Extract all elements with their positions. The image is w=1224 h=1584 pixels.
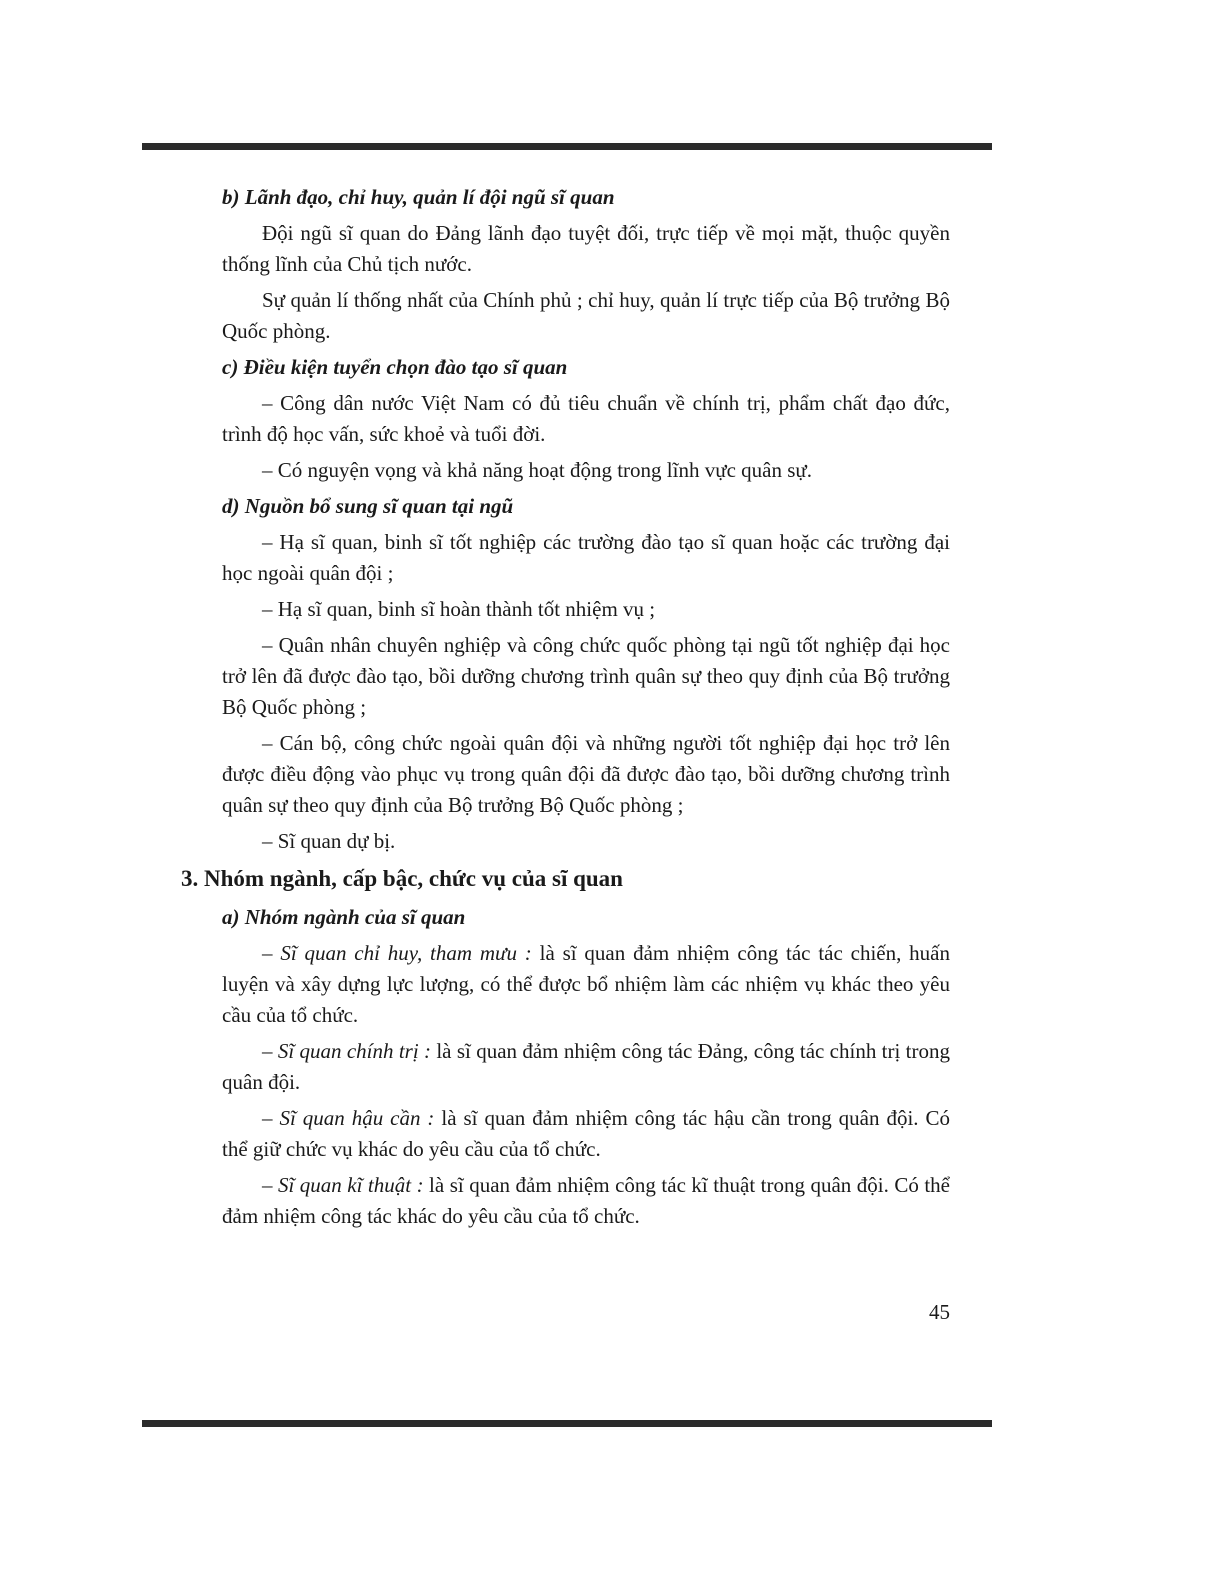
- subheading-d: d) Nguồn bổ sung sĩ quan tại ngũ: [222, 494, 514, 518]
- paragraph: – Công dân nước Việt Nam có đủ tiêu chuẩn về chính trị, phẩm chất đạo đức, trình độ học vấn, sức khoẻ và tuổi đời.: [222, 391, 950, 446]
- definition: là sĩ quan đảm nhiệm công tác kĩ thuật trong quân đội. Có thể đảm nhiệm công tác khác do yêu cầu của tổ chức.: [222, 1173, 950, 1228]
- subheading-a: a) Nhóm ngành của sĩ quan: [222, 905, 466, 929]
- subheading-b: b) Lãnh đạo, chỉ huy, quản lí đội ngũ sĩ quan: [222, 185, 615, 209]
- page-number: 45: [929, 1300, 950, 1324]
- list-item: [222, 1170, 950, 1232]
- list-item: [222, 938, 950, 1031]
- term: – Sĩ quan hậu cần :: [262, 1106, 435, 1130]
- list-item: [222, 1103, 950, 1165]
- term: – Sĩ quan chỉ huy, tham mưu :: [262, 941, 532, 965]
- list-item: – Cán bộ, công chức ngoài quân đội và những người tốt nghiệp đại học trở lên được điều động vào phục vụ trong quân đội đã được đào tạo, bồi dưỡng chương trình quân sự theo quy định của Bộ trưởng Bộ Quốc phòng ;: [222, 731, 950, 817]
- definition: là sĩ quan đảm nhiệm công tác hậu cần trong quân đội. Có thể giữ chức vụ khác do yêu cầu của tổ chức.: [222, 1106, 950, 1161]
- paragraph: Đội ngũ sĩ quan do Đảng lãnh đạo tuyệt đối, trực tiếp về mọi mặt, thuộc quyền thống lĩnh của Chủ tịch nước.: [222, 221, 950, 276]
- list-item: – Hạ sĩ quan, binh sĩ hoàn thành tốt nhiệm vụ ;: [262, 597, 656, 621]
- term: – Sĩ quan chính trị :: [262, 1039, 432, 1063]
- term: – Sĩ quan kĩ thuật :: [262, 1173, 424, 1197]
- definition: là sĩ quan đảm nhiệm công tác tác chiến, huấn luyện và xây dựng lực lượng, có thể được bổ nhiệm làm các nhiệm vụ khác theo yêu cầu của tổ chức.: [222, 941, 950, 1027]
- top-rule: [142, 143, 992, 150]
- section-heading-3: 3. Nhóm ngành, cấp bậc, chức vụ của sĩ quan: [181, 866, 623, 891]
- list-item: [222, 1036, 950, 1098]
- subheading-c: c) Điều kiện tuyển chọn đào tạo sĩ quan: [222, 355, 568, 379]
- definition: là sĩ quan đảm nhiệm công tác Đảng, công tác chính trị trong quân đội.: [222, 1039, 950, 1094]
- bottom-rule: [142, 1420, 992, 1427]
- paragraph: – Có nguyện vọng và khả năng hoạt động trong lĩnh vực quân sự.: [262, 458, 813, 482]
- list-item: – Sĩ quan dự bị.: [262, 829, 396, 853]
- list-item: – Quân nhân chuyên nghiệp và công chức quốc phòng tại ngũ tốt nghiệp đại học trở lên đã được đào tạo, bồi dưỡng chương trình quân sự theo quy định của Bộ trưởng Bộ Quốc phòng ;: [222, 633, 950, 719]
- list-item: – Hạ sĩ quan, binh sĩ tốt nghiệp các trường đào tạo sĩ quan hoặc các trường đại học ngoài quân đội ;: [222, 530, 950, 585]
- page-content: [181, 182, 950, 1237]
- paragraph: Sự quản lí thống nhất của Chính phủ ; chỉ huy, quản lí trực tiếp của Bộ trưởng Bộ Quốc phòng.: [222, 288, 950, 343]
